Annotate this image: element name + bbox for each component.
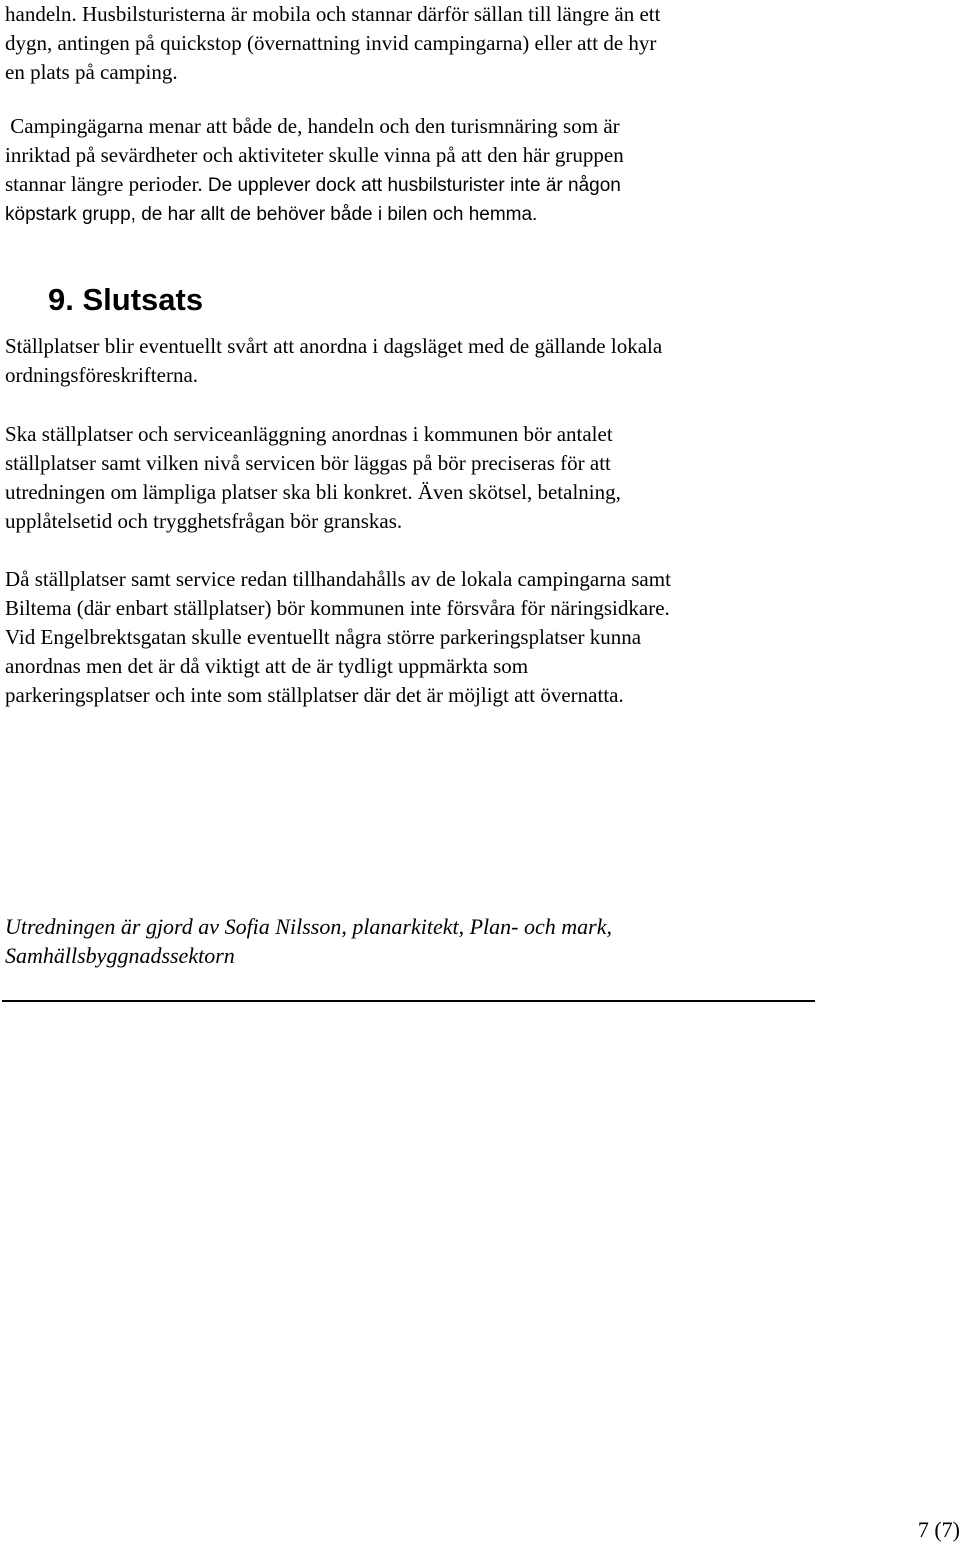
author-credit: [5, 912, 612, 970]
text-line: anordnas men det är då viktigt att de är tydligt uppmärkta som: [5, 654, 529, 678]
intro-paragraph: [5, 0, 955, 87]
text-line: inriktad på sevärdheter och aktiviteter skulle vinna på att den här gruppen: [5, 143, 624, 167]
owners-paragraph: [5, 112, 955, 229]
text-line: Då ställplatser samt service redan tillhandahålls av de lokala campingarna samt: [5, 567, 671, 591]
text-line: utredningen om lämpliga platser ska bli konkret. Även skötsel, betalning,: [5, 480, 621, 504]
text-line: Ställplatser blir eventuellt svårt att anordna i dagsläget med de gällande lokala: [5, 334, 663, 358]
text-line: upplåtelsetid och trygghetsfrågan bör granskas.: [5, 509, 403, 533]
page-number: 7 (7): [917, 1517, 960, 1542]
text-line: Vid Engelbrektsgatan skulle eventuellt några större parkeringsplatser kunna: [5, 625, 642, 649]
conclusion-paragraph-3: [5, 565, 955, 710]
text-line: Biltema (där enbart ställplatser) bör kommunen inte försvåra för näringsidkare.: [5, 596, 670, 620]
text-line: parkeringsplatser och inte som ställplatser där det är möjligt att övernatta.: [5, 683, 624, 707]
text-line: [5, 170, 955, 200]
text-line: ordningsföreskrifterna.: [5, 363, 199, 387]
text-line: ställplatser samt vilken nivå servicen bör läggas på bör preciseras för att: [5, 451, 611, 475]
conclusion-paragraph-2: [5, 420, 955, 536]
text-line: Utredningen är gjord av Sofia Nilsson, planarkitekt, Plan- och mark,: [5, 914, 612, 939]
conclusion-paragraph-1: [5, 332, 955, 390]
text-fragment: stannar längre perioder.: [5, 172, 203, 196]
horizontal-rule: [2, 1000, 815, 1002]
text-line: Samhällsbyggnadssektorn: [5, 943, 235, 968]
text-line: Ska ställplatser och serviceanläggning anordnas i kommunen bör antalet: [5, 422, 613, 446]
text-line: köpstark grupp, de har allt de behöver både i bilen och hemma.: [5, 204, 538, 225]
text-fragment-sans: De upplever dock att husbilsturister inte är någon: [207, 175, 621, 196]
text-line: handeln. Husbilsturisterna är mobila och stannar därför sällan till längre än ett: [5, 2, 661, 26]
text-line: Campingägarna menar att både de, handeln och den turismnäring som är: [5, 114, 620, 138]
text-line: en plats på camping.: [5, 60, 178, 84]
text-line: dygn, antingen på quickstop (övernattning invid campingarna) eller att de hyr: [5, 31, 657, 55]
section-heading: 9. Slutsats: [48, 282, 204, 317]
